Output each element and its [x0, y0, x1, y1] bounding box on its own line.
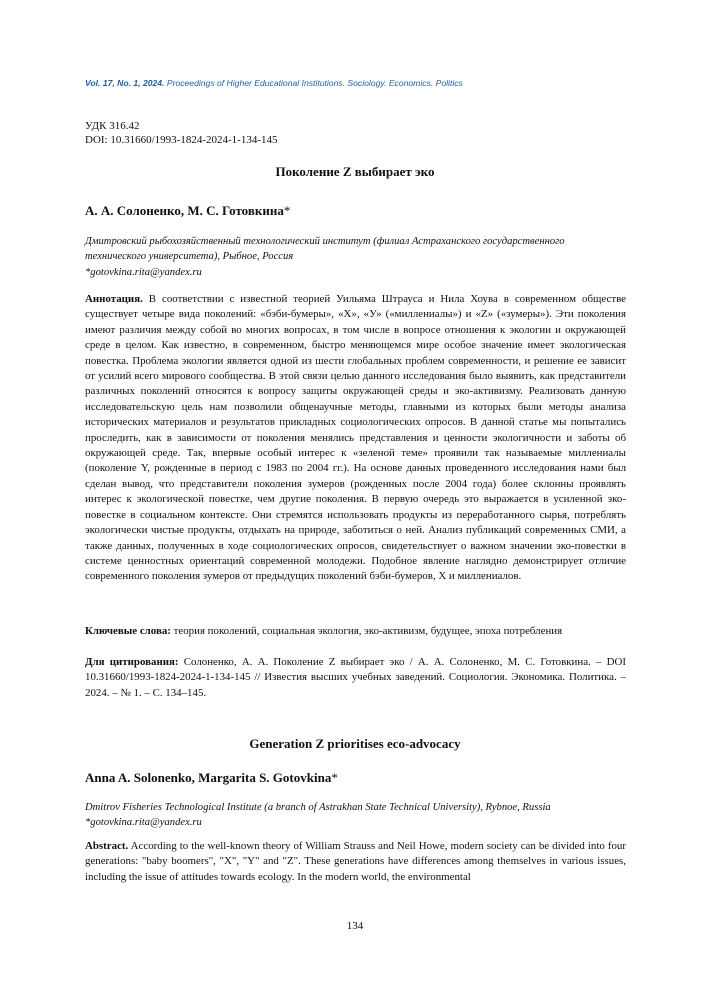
- authors-ru-names: А. А. Солоненко, М. С. Готовкина: [85, 203, 284, 218]
- running-head-title: Proceedings of Higher Educational Institutions. Sociology. Economics. Politics: [164, 78, 463, 88]
- authors-en-mark: *: [331, 770, 338, 785]
- running-head-journal: Vol. 17, No. 1, 2024.: [85, 78, 165, 88]
- abstract-en-label: Abstract.: [85, 840, 129, 852]
- authors-ru: [85, 203, 290, 219]
- doi: DOI: 10.31660/1993-1824-2024-1-134-145: [85, 134, 278, 146]
- abstract-en-text: According to the well-known theory of William Strauss and Neil Howe, modern society can be divided into four generations: "baby boomers", "X", "Y" and "Z". These generations have differences among themselves in various issues, including the issue of attitudes towards ecology. In the modern world, the environmental: [85, 840, 626, 883]
- authors-ru-mark: *: [283, 203, 291, 218]
- abstract-en: [85, 839, 626, 885]
- affiliation-en-text: Dmitrov Fisheries Technological Institute (a branch of Astrakhan State Technical University), Rybnoe, Russia: [85, 802, 551, 813]
- title-ru: Поколение Z выбирает эко: [275, 164, 435, 179]
- title-en: Generation Z prioritises eco-advocacy: [249, 736, 461, 751]
- abstract-ru: [85, 292, 626, 585]
- running-head: [85, 78, 463, 88]
- keywords-ru: [85, 624, 626, 639]
- page-number: 134: [346, 920, 364, 932]
- keywords-ru-text: теория поколений, социальная экология, эко-активизм, будущее, эпоха потребления: [170, 625, 563, 637]
- abstract-ru-text: В соответствии с известной теорией Уильяма Штрауса и Нила Хоува в современном обществе существует четыре вида поколений: «бэби-бумеры», «Х», «У» («миллениалы») и «Z» («зумеры»). Эти поколения имеют различия между собой во многих вопросах, в том числе в вопросе отношения к экологии и окружающей среде в целом. Как известно, в современном, быстро меняющемся мире особое значение имеет экологическая повестка. Проблема экологии является одной из шести глобальных проблем современности, и решение ее зависит от усилий всего мирового сообщества. В этой связи целью данного исследования было выявить, как представители различных поколений относятся к вопросу защиты окружающей среды и эко-активизму. Реализовать данную исследовательскую цель нам позволили общенаучные методы, главными из которых были методы анализа исторических материалов и результатов прикладных социологических опросов. В данной статье мы попытались проследить, как в зависимости от поколения менялись представления и ценности экологичности и заботы об окружающей среде. Так, впервые особый интерес к «зеленой теме» проявили так называемые миллениалы (поколение Y, рожденные в период с 1983 по 2004 гг.). На основе данных проведенного исследования нами был сделан вывод, что представители поколения зумеров (рожденных после 2004 года) более склонны проявлять интерес к экологической повестке, чем другие поколения. В первую очередь это выражается в усиленной эко-повестке в социальном контексте. Они стремятся использовать продукты из переработанного сырья, потреблять экологически чистые продукты, отдыхать на природе, заботиться о ней. Анализ публикаций современных СМИ, а также данных, полученных в ходе социологических опросов, свидетельствует о важном значении эко-повестки в системе ценностных ориентаций современной молодежи. Подобное явление наглядно демонстрирует отличие современного поколения зумеров от предыдущих поколений бэби-бумеров, Х и миллениалов.: [85, 293, 626, 583]
- affiliation-ru-text: Дмитровский рыбохозяйственный технологический институт (филиал Астраханского государственного технического университета), Рыбное, Россия: [85, 236, 565, 263]
- affiliation-en: [85, 800, 626, 831]
- authors-en-names: Anna A. Solonenko, Margarita S. Gotovkina: [85, 770, 332, 785]
- authors-en: [85, 770, 338, 786]
- email-ru: *gotovkina.rita@yandex.ru: [85, 266, 202, 278]
- affiliation-ru: [85, 234, 626, 280]
- article-meta: [85, 119, 277, 147]
- keywords-ru-label: Ключевые слова:: [85, 625, 171, 637]
- citation-ru-text: Солоненко, А. А. Поколение Z выбирает эко / А. А. Солоненко, М. С. Готовкина. – DOI 10.31660/1993-1824-2024-1-134-145 // Известия высших учебных заведений. Социология. Экономика. Политика. – 2024. – № 1. – С. 134–145.: [85, 656, 626, 699]
- citation-ru-label: Для цитирования:: [85, 656, 179, 668]
- udk: УДК 316.42: [85, 120, 140, 132]
- citation-ru: [85, 655, 626, 701]
- abstract-ru-label: Аннотация.: [85, 293, 143, 305]
- email-en: *gotovkina.rita@yandex.ru: [85, 817, 202, 829]
